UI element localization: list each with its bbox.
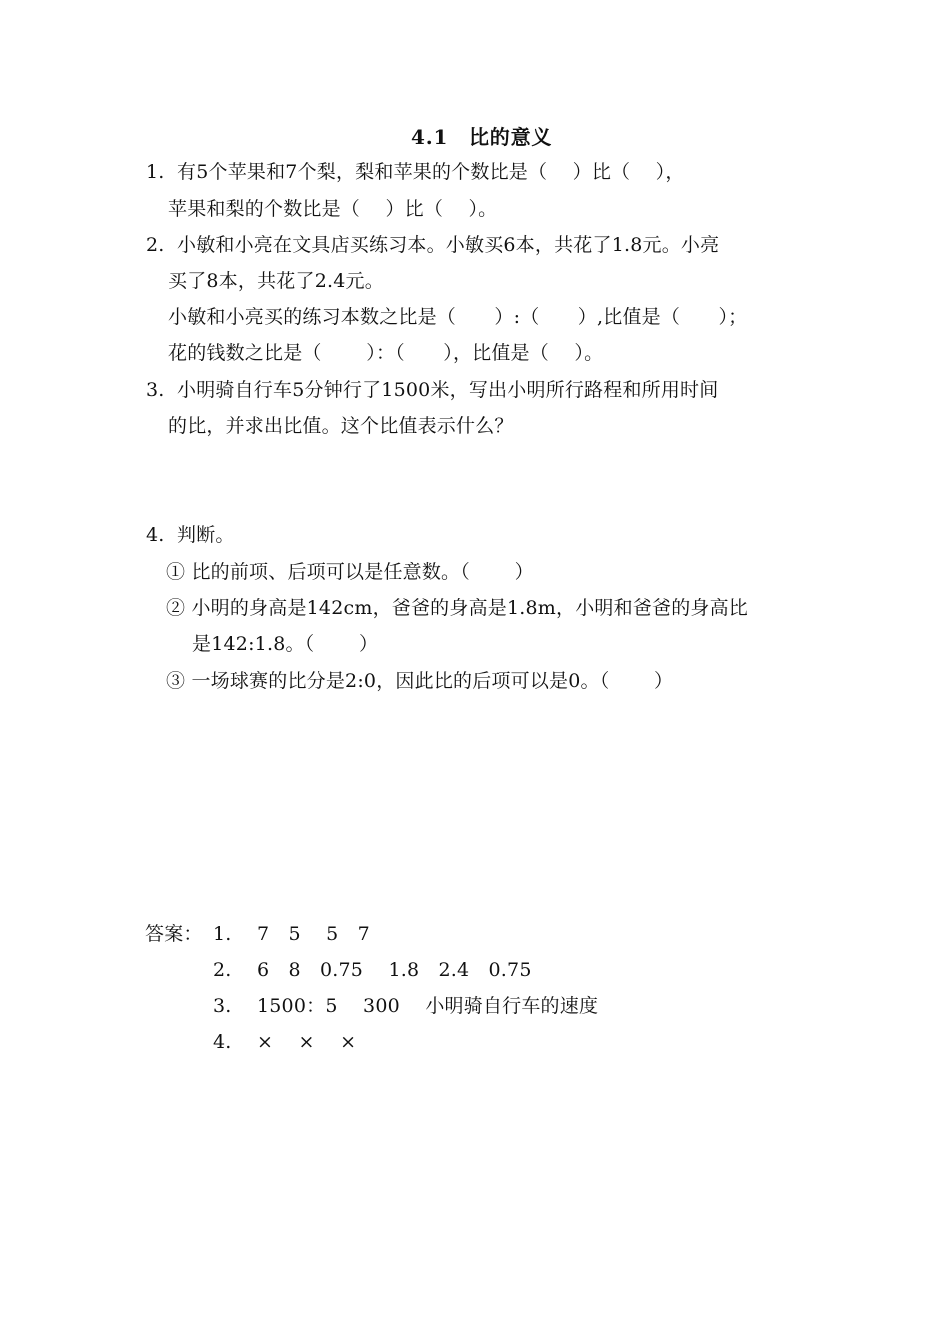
answer-row-2: 2. 6 8 0.75 1.8 2.4 0.75 (213, 959, 532, 981)
question-4-item-2-line-1: ② 小明的身高是142cm，爸爸的身高是1.8m，小明和爸爸的身高比 (166, 597, 748, 619)
page-title: 4.1 比的意义 (411, 125, 553, 149)
question-3-line-1: 3. 小明骑自行车5分钟行了1500米，写出小明所行路程和所用时间 (146, 379, 719, 401)
question-3-line-2: 的比，并求出比值。这个比值表示什么？ (168, 415, 514, 437)
question-2-line-3: 小敏和小亮买的练习本数之比是（ ）:（ ）,比值是（ ）； (168, 306, 748, 328)
question-4-item-1: ① 比的前项、后项可以是任意数。（ ） (166, 561, 534, 583)
question-1-line-2: 苹果和梨的个数比是（ ）比（ ）。 (168, 198, 498, 220)
answer-row-3: 3. 1500：5 300 小明骑自行车的速度 (213, 995, 599, 1017)
question-4-item-3: ③ 一场球赛的比分是2:0，因此比的后项可以是0。（ ） (166, 670, 674, 692)
question-4-heading: 4. 判断。 (146, 524, 235, 546)
question-2-line-1: 2. 小敏和小亮在文具店买练习本。小敏买6本，共花了1.8元。小亮 (146, 234, 720, 256)
answer-row-4: 4. × × × (213, 1031, 357, 1053)
question-2-line-4: 花的钱数之比是（ ）：（ ），比值是（ ）。 (168, 342, 604, 364)
question-1-line-1: 1. 有5个苹果和7个梨，梨和苹果的个数比是（ ）比（ ）， (146, 161, 685, 183)
question-4-item-2-line-2: 是142:1.8。（ ） (192, 633, 379, 655)
answer-label: 答案： (145, 923, 203, 945)
answer-row-1: 1. 7 5 5 7 (213, 923, 370, 945)
question-2-line-2: 买了8本，共花了2.4元。 (168, 270, 384, 292)
